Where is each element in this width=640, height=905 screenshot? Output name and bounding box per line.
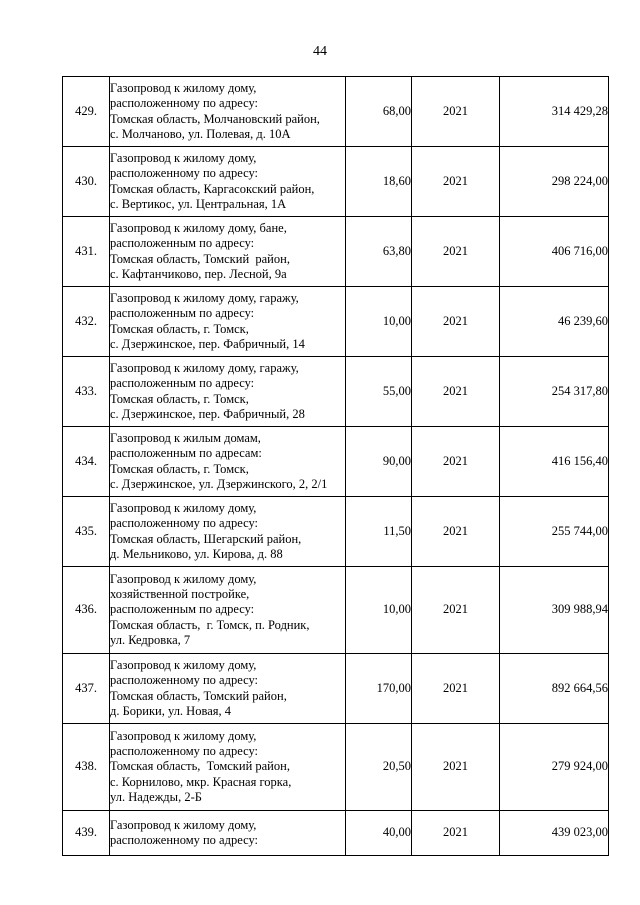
cost-cell: 254 317,80 — [500, 357, 609, 427]
description-line: расположенным по адресу: — [110, 376, 255, 391]
cost-cell: 279 924,00 — [500, 724, 609, 811]
description-line: расположенному по адресу: — [110, 673, 259, 688]
table-row — [63, 217, 609, 287]
year-cell: 2021 — [412, 811, 500, 856]
pipeline-length-cell: 40,00 — [346, 811, 412, 856]
object-description-cell — [110, 287, 346, 357]
year-cell: 2021 — [412, 77, 500, 147]
description-line: Томская область, Молчановский район, — [110, 111, 320, 126]
description-line: ул. Надежды, 2-Б — [110, 789, 202, 804]
year-cell: 2021 — [412, 497, 500, 567]
description-line: д. Борики, ул. Новая, 4 — [110, 703, 231, 718]
description-line: Газопровод к жилому дому, — [110, 658, 257, 673]
description-line: Томская область, г. Томск, — [110, 321, 249, 336]
year-cell: 2021 — [412, 724, 500, 811]
description-line: расположенному по адресу: — [110, 516, 259, 531]
year-cell: 2021 — [412, 654, 500, 724]
year-cell: 2021 — [412, 427, 500, 497]
row-number-cell: 437. — [63, 654, 110, 724]
description-line: Газопровод к жилому дому, — [110, 81, 257, 96]
cost-cell: 314 429,28 — [500, 77, 609, 147]
description-line: с. Дзержинское, пер. Фабричный, 14 — [110, 336, 305, 351]
description-line: Томская область, Томский район, — [110, 759, 290, 774]
object-description-cell — [110, 357, 346, 427]
object-description-cell — [110, 147, 346, 217]
year-cell: 2021 — [412, 287, 500, 357]
object-description-cell — [110, 217, 346, 287]
description-line: Томская область, г. Томск, — [110, 391, 249, 406]
year-cell: 2021 — [412, 357, 500, 427]
description-line: расположенному по адресу: — [110, 96, 259, 111]
table-row — [63, 147, 609, 217]
description-line: с. Молчаново, ул. Полевая, д. 10А — [110, 126, 291, 141]
pipeline-length-cell: 55,00 — [346, 357, 412, 427]
description-line: с. Корнилово, мкр. Красная горка, — [110, 774, 292, 789]
description-line: расположенным по адресам: — [110, 446, 262, 461]
description-line: Томская область, Каргасокский район, — [110, 181, 315, 196]
table-row — [63, 724, 609, 811]
object-description-cell — [110, 811, 346, 856]
description-line: расположенным по адресу: — [110, 306, 255, 321]
object-description-cell — [110, 497, 346, 567]
description-line: Газопровод к жилому дому, — [110, 571, 257, 586]
object-description-cell — [110, 77, 346, 147]
description-line: д. Мельниково, ул. Кирова, д. 88 — [110, 546, 283, 561]
table-row — [63, 497, 609, 567]
pipeline-length-cell: 11,50 — [346, 497, 412, 567]
row-number-cell: 436. — [63, 567, 110, 654]
pipeline-length-cell: 170,00 — [346, 654, 412, 724]
description-line: Газопровод к жилым домам, — [110, 431, 261, 446]
year-cell: 2021 — [412, 217, 500, 287]
description-line: Газопровод к жилому дому, — [110, 728, 257, 743]
table-row — [63, 287, 609, 357]
gas-pipeline-table — [62, 76, 609, 856]
cost-cell: 255 744,00 — [500, 497, 609, 567]
pipeline-length-cell: 18,60 — [346, 147, 412, 217]
table-row — [63, 811, 609, 856]
pipeline-length-cell: 10,00 — [346, 287, 412, 357]
description-line: Газопровод к жилому дому, — [110, 501, 257, 516]
description-line: с. Дзержинское, ул. Дзержинского, 2, 2/1 — [110, 476, 328, 491]
table-row — [63, 654, 609, 724]
cost-cell: 46 239,60 — [500, 287, 609, 357]
description-line: Томская область, г. Томск, — [110, 461, 249, 476]
row-number-cell: 439. — [63, 811, 110, 856]
table-row — [63, 427, 609, 497]
table-row — [63, 357, 609, 427]
object-description-cell — [110, 654, 346, 724]
description-line: ул. Кедровка, 7 — [110, 632, 191, 647]
page-number: 44 — [313, 44, 327, 59]
table-body — [63, 77, 609, 856]
year-cell: 2021 — [412, 567, 500, 654]
cost-cell: 439 023,00 — [500, 811, 609, 856]
pipeline-length-cell: 20,50 — [346, 724, 412, 811]
row-number-cell: 432. — [63, 287, 110, 357]
row-number-cell: 434. — [63, 427, 110, 497]
description-line: Газопровод к жилому дому, гаражу, — [110, 291, 299, 306]
description-line: Газопровод к жилому дому, — [110, 151, 257, 166]
cost-cell: 298 224,00 — [500, 147, 609, 217]
row-number-cell: 429. — [63, 77, 110, 147]
description-line: расположенному по адресу: — [110, 166, 259, 181]
row-number-cell: 438. — [63, 724, 110, 811]
row-number-cell: 435. — [63, 497, 110, 567]
pipeline-length-cell: 10,00 — [346, 567, 412, 654]
year-cell: 2021 — [412, 147, 500, 217]
object-description-cell — [110, 427, 346, 497]
description-line: с. Кафтанчиково, пер. Лесной, 9а — [110, 266, 287, 281]
table-row — [63, 567, 609, 654]
pipeline-length-cell: 63,80 — [346, 217, 412, 287]
pipeline-length-cell: 68,00 — [346, 77, 412, 147]
description-line: Газопровод к жилому дому, бане, — [110, 221, 287, 236]
description-line: Томская область, Томский район, — [110, 688, 287, 703]
cost-cell: 416 156,40 — [500, 427, 609, 497]
description-line: Томская область, г. Томск, п. Родник, — [110, 617, 310, 632]
row-number-cell: 431. — [63, 217, 110, 287]
row-number-cell: 430. — [63, 147, 110, 217]
cost-cell: 309 988,94 — [500, 567, 609, 654]
row-number-cell: 433. — [63, 357, 110, 427]
description-line: расположенным по адресу: — [110, 602, 255, 617]
description-line: хозяйственной постройке, — [110, 587, 250, 602]
table-row — [63, 77, 609, 147]
description-line: с. Дзержинское, пер. Фабричный, 28 — [110, 406, 305, 421]
object-description-cell — [110, 567, 346, 654]
description-line: расположенным по адресу: — [110, 236, 255, 251]
description-line: Газопровод к жилому дому, гаражу, — [110, 361, 299, 376]
description-line: Томская область, Шегарский район, — [110, 531, 302, 546]
pipeline-length-cell: 90,00 — [346, 427, 412, 497]
object-description-cell — [110, 724, 346, 811]
description-line: расположенному по адресу: — [110, 833, 259, 847]
description-line: Томская область, Томский район, — [110, 251, 290, 266]
description-line: с. Вертикос, ул. Центральная, 1А — [110, 196, 287, 211]
description-line: Газопровод к жилому дому, — [110, 817, 257, 832]
cost-cell: 406 716,00 — [500, 217, 609, 287]
cost-cell: 892 664,56 — [500, 654, 609, 724]
description-line: расположенному по адресу: — [110, 744, 259, 759]
